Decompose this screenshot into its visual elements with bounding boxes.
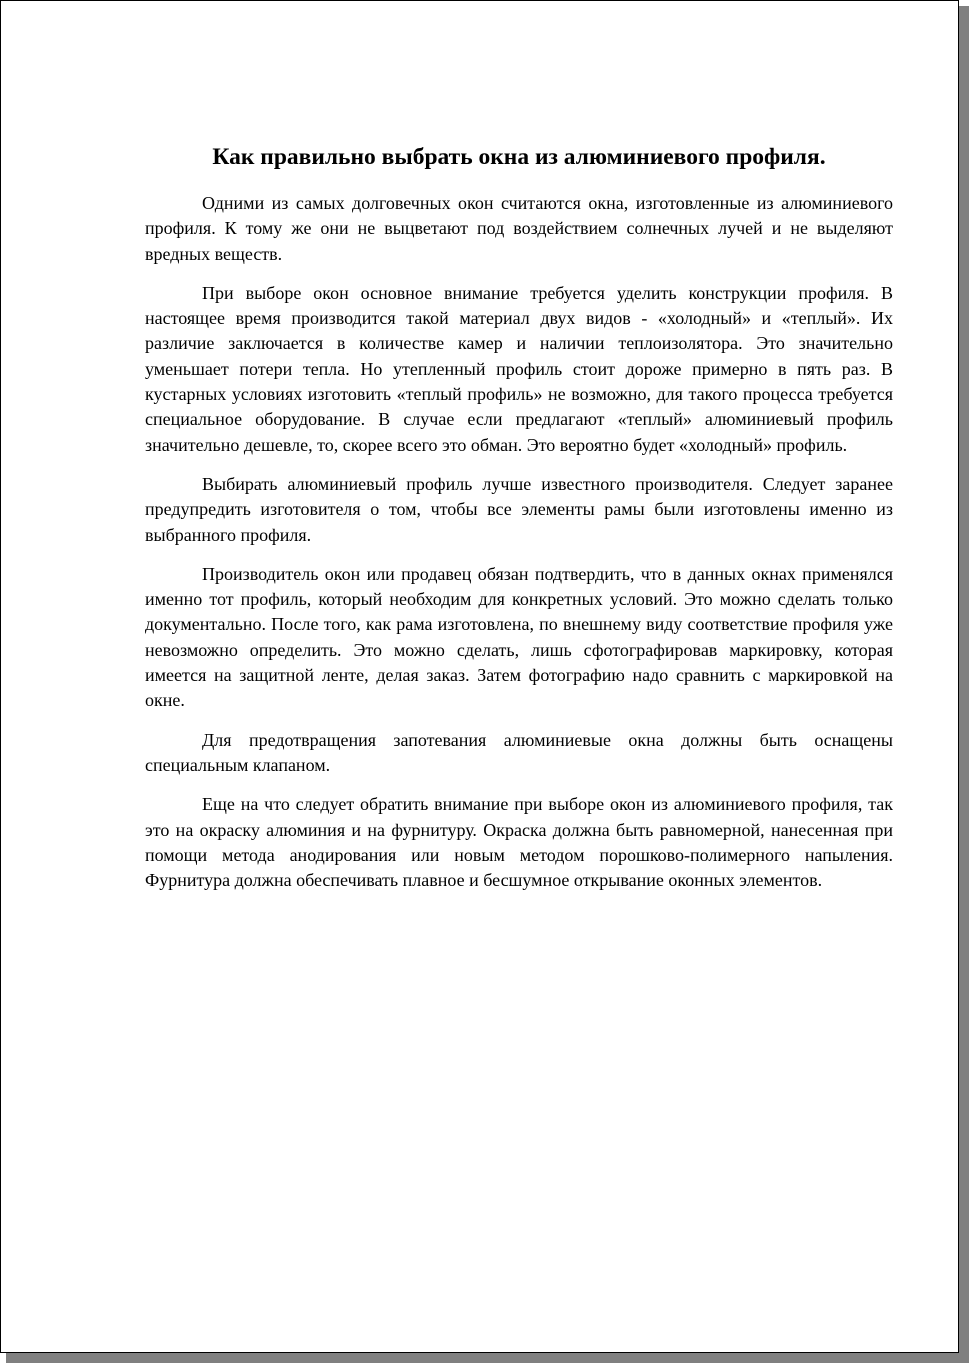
paragraph-4: Производитель окон или продавец обязан подтвердить, что в данных окнах применялся именно тот профиль, который необходим для конкретных условий. Это можно сделать только документально. После того, как рама изготовлена, по внешнему виду соответствие профиля уже невозможно определить. Это можно сделать, лишь сфотографировав маркировку, которая имеется на защитной ленте, делая заказ. Затем фотографию надо сравнить с маркировкой на окне. [145, 563, 893, 711]
paragraph-2: При выборе окон основное внимание требуется уделить конструкции профиля. В настоящее время производится такой материал двух видов - «холодный» и «теплый». Их различие заключается в количестве камер и наличии теплоизолятора. Это значительно уменьшает потери тепла. Но утепленный профиль стоит дороже примерно в пять раз. В кустарных условиях изготовить «теплый профиль» не возможно, для такого процесса требуется специальное оборудование. В случае если предлагают «теплый» алюминиевый профиль значительно дешевле, то, скорее всего это обман. Это вероятно будет «холодный» профиль. [145, 282, 893, 455]
page-title: Как правильно выбрать окна из алюминиевого профиля. [212, 144, 826, 170]
page-shadow-right [959, 6, 969, 1363]
page-shadow-bottom [6, 1353, 969, 1363]
paragraph-5: Для предотвращения запотевания алюминиевые окна должны быть оснащены специальным клапаном. [145, 729, 893, 775]
paragraph-1: Одними из самых долговечных окон считаются окна, изготовленные из алюминиевого профиля. К тому же они не выцветают под воздействием солнечных лучей и не выделяют вредных веществ. [145, 193, 893, 264]
page-content [145, 139, 893, 907]
paragraph-3: Выбирать алюминиевый профиль лучше известного производителя. Следует заранее предупредить изготовителя о том, чтобы все элементы рамы были изготовлены именно из выбранного профиля. [145, 473, 893, 545]
paragraph-6: Еще на что следует обратить внимание при выборе окон из алюминиевого профиля, так это на окраску алюминия и на фурнитуру. Окраска должна быть равномерной, нанесенная при помощи метода анодирования или новым методом порошково-полимерного напыления. Фурнитура должна обеспечивать плавное и бесшумное открывание оконных элементов. [145, 794, 893, 891]
